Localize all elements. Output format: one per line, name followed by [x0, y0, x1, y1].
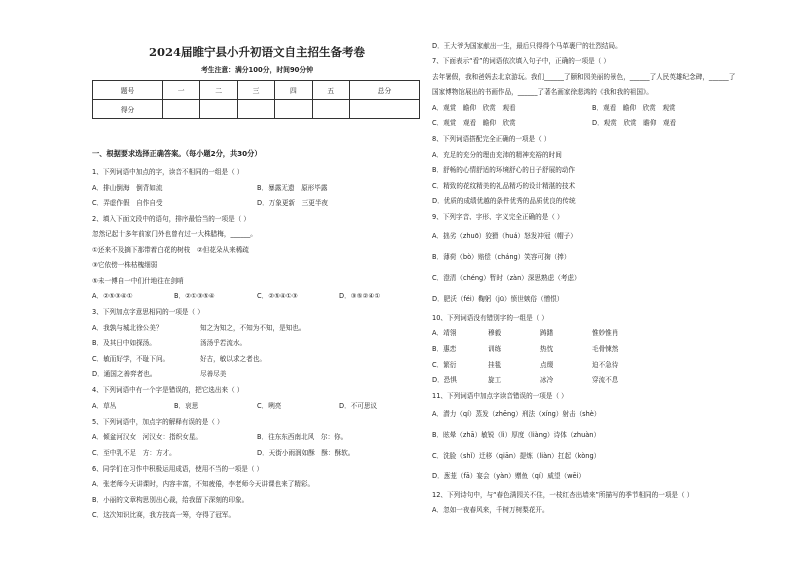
- q2-passage-line: ⑤未一傅自一中们什地往在剑哨: [92, 277, 184, 285]
- q2-passage-line: ①还来不及摘下那带着白花的树枝 ②但花朵从来稀疏: [92, 246, 249, 254]
- q10-option-b: B．惠恋: [432, 345, 457, 353]
- q2-option-c: C．②⑤④①③: [257, 292, 298, 300]
- q9-option-b: B．薄荷（bò）赔偿（cháng）笑容可掬（捧）: [432, 253, 571, 261]
- q3-option-b: B．及其日中如探汤。: [92, 339, 156, 347]
- q5-option-d: D．天街小雨润如酥 酥：酥软。: [257, 449, 355, 457]
- score-cell: [275, 100, 312, 119]
- q10-word: 冰冷: [540, 376, 554, 384]
- q7-option-c: C．观赏 观看 瞻仰 欣赏: [432, 119, 516, 127]
- question-8-stem: 8、下列词语搭配完全正确的一项是（ ）: [432, 135, 551, 143]
- question-6-stem: 6、同学们在习作中积极运用成语，使用不当的一项是（ ）: [92, 465, 264, 473]
- q10-word: 挂毯: [488, 361, 502, 369]
- q7-option-d: D．观赏 欣赏 瞻仰 观看: [592, 119, 677, 127]
- question-9-stem: 9、下列字音、字形、字义完全正确的是（ ）: [432, 213, 564, 221]
- q2-passage-line: ③它依傍一株枯槐细弱: [92, 261, 158, 269]
- table-header-cell: 四: [275, 81, 312, 100]
- score-table: [92, 80, 420, 119]
- q2-option-a: A．②⑤③④①: [92, 292, 133, 300]
- table-header-cell: 总分: [349, 81, 419, 100]
- q1-option-c: C．弄虚作假 自作自受: [92, 199, 163, 207]
- table-header-cell: 五: [312, 81, 349, 100]
- q6-option-c: C．这次知识比赛，我方技高一筹，夺得了冠军。: [92, 511, 236, 519]
- q10-word: 穿流不息: [592, 376, 619, 384]
- q4-option-b: B．哀思: [174, 402, 199, 410]
- q10-option-a: A．靖翎: [432, 329, 457, 337]
- question-11-stem: 11、下列词语中加点字读音错误的一项是（ ）: [432, 392, 568, 400]
- q3-option-c-pair: 好古，敏以求之者也。: [200, 355, 266, 363]
- q10-word: 踌躇: [540, 329, 554, 337]
- q2-option-b: B．②①③⑤④: [174, 292, 215, 300]
- exam-notice: 考生注意：满分100分，时间90分钟: [200, 66, 313, 74]
- q8-option-c: C．精致的花纹精美的礼品精巧的设计精湛的技术: [432, 182, 576, 190]
- q12-option-a: A．忽如一夜春风来，千树万树梨花开。: [432, 506, 549, 514]
- q7-passage-line: 去年暑假，我和爸妈去北京游玩。我们______了颐和园美丽的景色，______了人民英雄纪念碑，______了: [432, 73, 736, 81]
- question-5-stem: 5、下列词语中，加点字的解释有误的是（ ）: [92, 418, 224, 426]
- q8-option-d: D．优质的成绩优越的条件优秀的品质优良的传统: [432, 197, 576, 205]
- question-7-stem: 7、下面表示“看”的词语依次填入句子中，正确的一项是（ ）: [432, 57, 610, 65]
- question-2-stem: 2、填入下面文段中的语句，排序最恰当的一项是（ ）: [92, 215, 250, 223]
- q10-word: 旋工: [488, 376, 502, 384]
- q10-word: 惟妙惟肖: [592, 329, 619, 337]
- q7-passage-line: 国家博物馆展出的书画作品，______了著名画家徐悲鸿的《我和我的祖国》。: [432, 88, 653, 96]
- q6-option-a: A．张老师今天讲课时，内容丰富，不知疲倦，李老师今天讲课也来了精彩。: [92, 480, 315, 488]
- score-cell: [200, 100, 237, 119]
- q6-option-b: B．小丽的文章构思别出心裁，给我留下深刻的印象。: [92, 496, 249, 504]
- question-12-stem: 12、下列诗句中，与“春色满园关不住，一枝红杏出墙来”所描写的季节相同的一项是（ ）: [432, 491, 694, 499]
- score-cell: [237, 100, 274, 119]
- q3-option-d-pair: 尽善尽美: [200, 370, 227, 378]
- q1-option-b: B．暴露无遗 原形毕露: [257, 184, 328, 192]
- question-1-stem: 1、下列词语中加点的字，读音不相同的一组是（ ）: [92, 168, 244, 176]
- q2-passage-line: 忽然记起十多年前家门外也曾有过一大株腊梅，______。: [92, 230, 257, 238]
- q10-word: 热忱: [540, 345, 554, 353]
- q1-option-d: D．万象更新 三更半夜: [257, 199, 329, 207]
- score-cell: [163, 100, 200, 119]
- q10-word: 毛骨悚然: [592, 345, 619, 353]
- table-header-cell: 二: [200, 81, 237, 100]
- q3-option-a-pair: 知之为知之，不知为不知，是知也。: [200, 324, 306, 332]
- q6-option-d: D．王大爷为国家献出一生，最后只得得个马革裹尸的壮烈结局。: [432, 42, 622, 50]
- q10-option-d: D．恐惧: [432, 376, 457, 384]
- q2-option-d: D．③⑤②④①: [339, 292, 381, 300]
- q11-option-c: C．洗脸（shǐ）迁移（qiān）提炼（liàn）扛起（kòng）: [432, 452, 601, 460]
- question-4-stem: 4、下列词语中有一个字是错误的，把它选出来（ ）: [92, 386, 244, 394]
- q5-option-a: A．倾盆河汉女 河汉女：指织女星。: [92, 433, 203, 441]
- q7-option-a: A．观赏 瞻仰 欣赏 观看: [432, 104, 516, 112]
- q4-option-a: A．草丛: [92, 402, 117, 410]
- q8-option-a: A．充足的充分的理由充沛的精神充裕的时间: [432, 151, 562, 159]
- q3-option-d: D．通国之善弈者也。: [92, 370, 157, 378]
- exam-title: 2024届睢宁县小升初语文自主招生备考卷: [148, 45, 365, 59]
- q5-option-b: B．往东东西南北风 尔：你。: [257, 433, 348, 441]
- q11-option-a: A．潜力（qí）蒸发（zhēng）刑法（xíng）射击（shè）: [432, 410, 601, 418]
- score-cell: [349, 100, 419, 119]
- q8-option-b: B．舒畅的心情舒适的环境舒心的日子舒展的动作: [432, 166, 575, 174]
- q11-option-b: B．眩晕（zhā）敏锐（lì）厚度（liàng）诗体（zhuàn）: [432, 431, 601, 439]
- section-heading: 一、根据要求选择正确答案。（每小题2分，共30分）: [92, 149, 262, 158]
- question-10-stem: 10、下列词语没有错别字的一组是（ ）: [432, 314, 548, 322]
- q4-option-c: C．咧亮: [257, 402, 282, 410]
- q10-word: 迫不急待: [592, 361, 619, 369]
- table-header-cell: 题号: [93, 81, 163, 100]
- score-cell: [312, 100, 349, 119]
- q3-option-c: C．敏而好学，不耻下问。: [92, 355, 170, 363]
- q10-word: 穆毅: [488, 329, 502, 337]
- q1-option-a: A．排山倒海 倒背如流: [92, 184, 163, 192]
- q9-option-d: D．肥沃（féi）鞠躬（jū）愤世嫉俗（憎恨）: [432, 295, 564, 303]
- q11-option-d: D．葱茏（fā）宴会（yàn）赠鱼（qí）威望（wēi）: [432, 472, 585, 480]
- q10-word: 训练: [488, 345, 502, 353]
- score-table-header-row: [93, 81, 420, 100]
- q9-option-c: C．澄清（chéng）暂时（zàn）深思熟虑（考虑）: [432, 274, 581, 282]
- q3-option-b-pair: 汤汤乎若流水。: [200, 339, 247, 347]
- q9-option-a: A．拙劣（zhuō）狡猾（huá）怒发冲冠（帽子）: [432, 232, 577, 240]
- score-table-score-row: [93, 100, 420, 119]
- table-header-cell: 三: [237, 81, 274, 100]
- q4-option-d: D．不可思议: [339, 402, 378, 410]
- question-3-stem: 3、下列加点字意思相同的一项是（ ）: [92, 308, 204, 316]
- q5-option-c: C．至中乳不足 方：方才。: [92, 449, 176, 457]
- q10-option-c: C．繁衍: [432, 361, 457, 369]
- score-row-label: 得分: [93, 100, 163, 119]
- q10-word: 点缀: [540, 361, 554, 369]
- table-header-cell: 一: [163, 81, 200, 100]
- q7-option-b: B．观看 瞻仰 欣赏 观赏: [592, 104, 676, 112]
- q3-option-a: A．我孰与城北徐公美？: [92, 324, 163, 332]
